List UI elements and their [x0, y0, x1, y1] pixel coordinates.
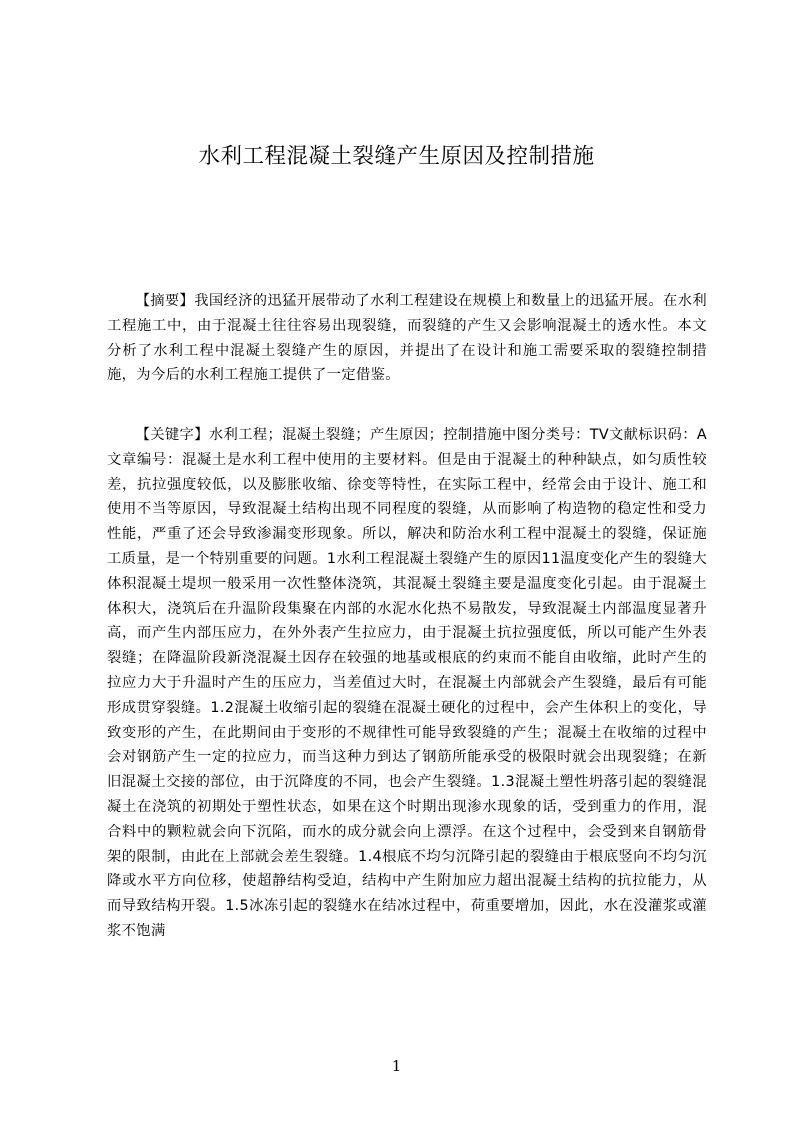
- document-title: 水利工程混凝土裂缝产生原因及控制措施: [198, 144, 595, 169]
- abstract-paragraph: 【摘要】我国经济的迅猛开展带动了水利工程建设在规模上和数量上的迅猛开展。在水利工程施工中，由于混凝土往往容易出现裂缝，而裂缝的产生又会影响混凝土的透水性。本文分析了水利工程中混凝土裂缝产生的原因，并提出了在设计和施工需要采取的裂缝控制措施，为今后的水利工程施工提供了一定借鉴。: [107, 293, 707, 384]
- page-number: 1: [391, 1057, 402, 1075]
- keywords-and-body-paragraph: 【关键字】水利工程；混凝土裂缝；产生原因；控制措施中图分类号：TV文献标识码：A文章编号：混凝土是水利工程中使用的主要材料。但是由于混凝土的种种缺点，如匀质性较差，抗拉强度较低，以及膨胀收缩、徐变等特性，在实际工程中，经常会由于设计、施工和使用不当等原因，导致混凝土结构出现不同程度的裂缝，从而影响了构造物的稳定性和受力性能，严重了还会导致渗漏变形现象。所以，解决和防治水利工程中混凝土的裂缝，保证施工质量，是一个特别重要的问题。1水利工程混凝土裂缝产生的原因11温度变化产生的裂缝大体积混凝土堤坝一般采用一次性整体浇筑，其混凝土裂缝主要是温度变化引起。由于混凝土体积大，浇筑后在升温阶段集聚在内部的水泥水化热不易散发，导致混凝土内部温度显著升高，而产生内部压应力，在外外表产生拉应力，由于混凝土抗拉强度低，所以可能产生外表裂缝；在降温阶段新浇混凝土因存在较强的地基或根底的约束而不能自由收缩，此时产生的拉应力大于升温时产生的压应力，当差值过大时，在混凝土内部就会产生裂缝，最后有可能形成贯穿裂缝。1.2混凝土收缩引起的裂缝在混凝土硬化的过程中，会产生体积上的变化，导致变形的产生，在此期间由于变形的不规律性可能导致裂缝的产生；混凝土在收缩的过程中会对钢筋产生一定的拉应力，而当这种力到达了钢筋所能承受的极限时就会出现裂缝；在新旧混凝土交接的部位，由于沉降度的不同，也会产生裂缝。1.3混凝土塑性坍落引起的裂缝混凝土在浇筑的初期处于塑性状态，如果在这个时期出现渗水现象的话，受到重力的作用，混合料中的颗粒就会向下沉陷，而水的成分就会向上漂浮。在这个过程中，会受到来自钢筋骨架的限制，由此在上部就会差生裂缝。1.4根底不均匀沉降引起的裂缝由于根底竖向不均匀沉降或水平方向位移，使超静结构受迫，结构中产生附加应力超出混凝土结构的抗拉能力，从而导致结构开裂。1.5冰冻引起的裂缝水在结冰过程中，荷重要增加，因此，水在没灌浆或灌浆不饱满: [107, 427, 707, 939]
